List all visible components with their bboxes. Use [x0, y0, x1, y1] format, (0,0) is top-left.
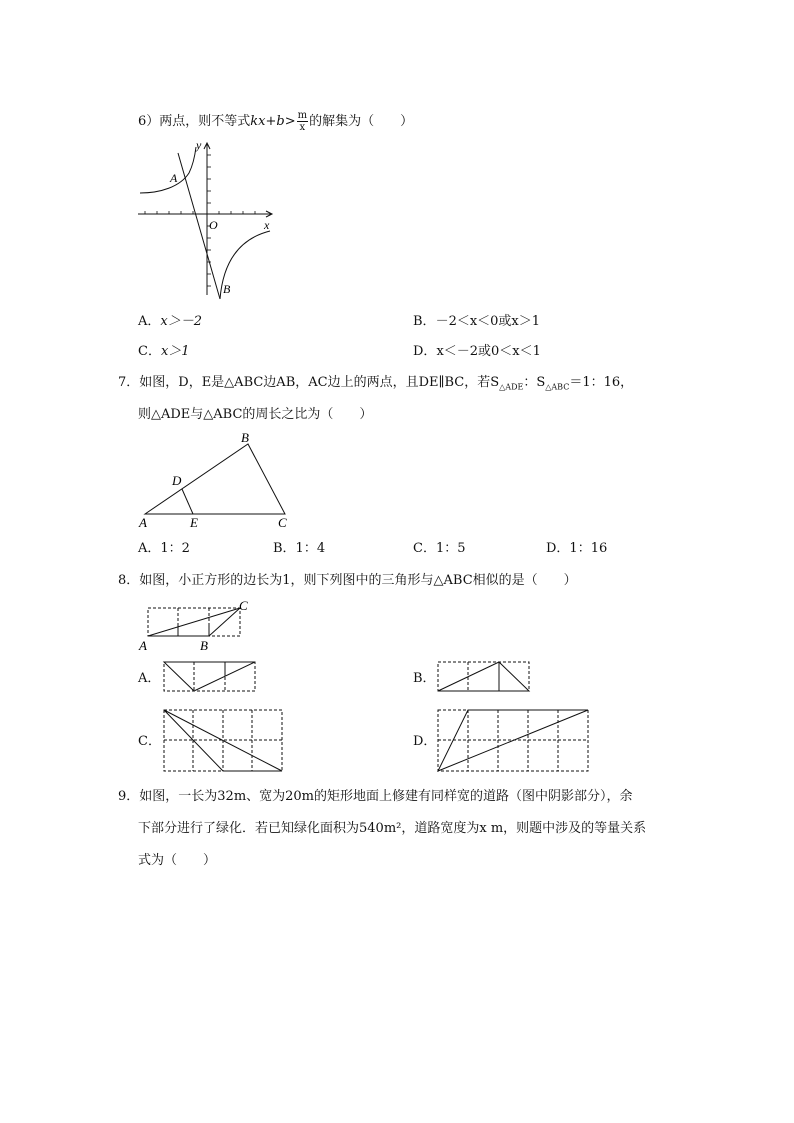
q7-label-b: B	[241, 430, 249, 445]
q8-stem: 8．如图，小正方形的边长为1，则下列图中的三角形与△ABC相似的是（ ）	[118, 573, 577, 588]
q7-label-c: C	[278, 515, 287, 530]
q8-option-d-label: D．	[413, 734, 437, 749]
q6-label-a: A	[170, 171, 178, 185]
q8-option-a-figure	[160, 658, 260, 694]
q8-label-a: A	[139, 638, 147, 653]
q7-option-b: B．1：4	[273, 541, 326, 556]
q7-option-d: D．1：16	[546, 541, 608, 556]
q7-label-e: E	[190, 515, 198, 530]
q7-option-c: C．1：5	[413, 541, 466, 556]
q6-option-d: D．x＜－2或0＜x＜1	[413, 344, 541, 359]
q7-segment-de	[182, 489, 193, 514]
q7-option-a: A．1：2	[138, 541, 190, 556]
q8-option-a-label: A．	[138, 671, 161, 686]
q8-option-a-triangle	[164, 662, 255, 691]
q8-label-b: B	[200, 638, 208, 653]
q8-option-b-triangle	[438, 662, 529, 691]
q6-option-c: C．x＞1	[138, 344, 190, 359]
q7-stem-line1: 7．如图，D，E是△ABC边AB，AC边上的两点，且DE∥BC，若$S_{\triangle ADE}$：$S_{\triangle ABC}=1$：16，	[118, 375, 634, 392]
q6-gt: >	[284, 114, 296, 129]
q7-stem-line2: 则△ADE与△ABC的周长之比为（ ）	[138, 407, 373, 422]
q8-option-c-figure	[160, 705, 286, 775]
q7-triangle-abc	[145, 444, 285, 514]
q6-frac-num: m	[297, 110, 308, 121]
q6-label-b: B	[223, 282, 231, 296]
q7-label-d: D	[172, 473, 182, 488]
q6-option-b: B．－2＜x＜0或x＞1	[413, 314, 541, 329]
q6-stem-suffix: 的解集为（ ）	[309, 114, 414, 129]
q7-label-a: A	[139, 515, 147, 530]
q6-stem	[138, 110, 413, 133]
q9-stem-line2: 下部分进行了绿化．若已知绿化面积为540m²，道路宽度为x m，则题中涉及的等量关系	[138, 821, 647, 836]
q8-option-c-label: C．	[138, 734, 161, 749]
q8-option-d-figure	[434, 705, 594, 775]
q9-stem-line3: 式为（ ）	[138, 853, 217, 868]
q6-stem-prefix: 6）两点，则不等式	[138, 114, 251, 129]
q6-label-y: y	[196, 138, 202, 152]
q7-triangle	[135, 430, 300, 530]
q8-option-b-label: B．	[413, 671, 436, 686]
q6-label-origin: O	[209, 218, 218, 232]
q6-label-x: x	[264, 218, 270, 232]
q9-stem-line1: 9．如图，一长为32m、宽为20m的矩形地面上修建有同样宽的道路（图中阴影部分），余	[118, 789, 633, 804]
q8-reference-figure	[136, 600, 256, 652]
q6-graph	[130, 135, 280, 305]
q6-option-a: A．x＞－2	[138, 314, 202, 329]
q6-lhs: kx+b	[250, 114, 285, 129]
q8-label-c: C	[239, 598, 248, 613]
q8-option-b-figure	[434, 658, 534, 694]
q8-reference-triangle	[148, 608, 240, 636]
q6-frac-den: x	[299, 122, 306, 133]
q6-fraction	[297, 110, 308, 133]
